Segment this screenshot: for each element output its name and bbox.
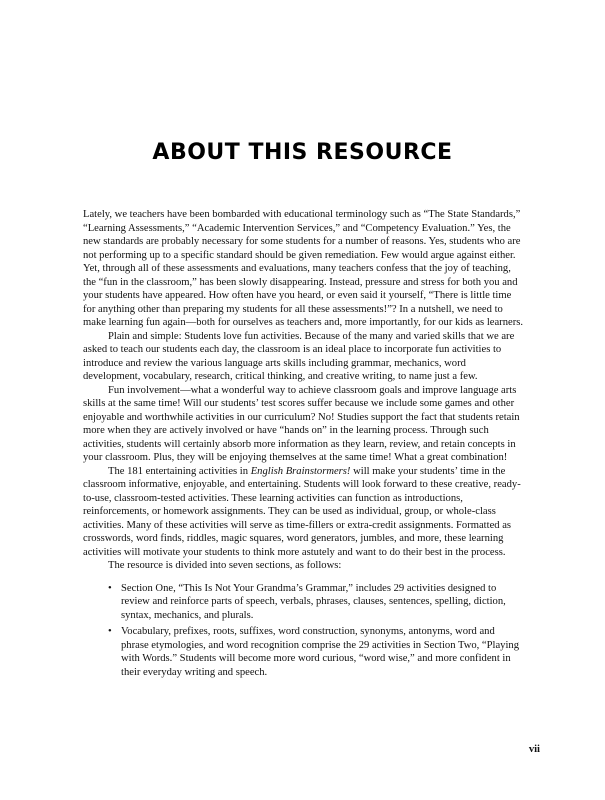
paragraph-1: Lately, we teachers have been bombarded with educational terminology such as “The State Standards,” “Learning Assessments,” “Academic Intervention Services,” and “Competency Evaluation.” Yes, the new standards are probably necessary for some students for a number of reasons. Yes, students who are not performing up to a specific standard should be given remediation. Few would argue against either. Yet, through all of these assessments and evaluations, many teachers confess that the joy of teaching, the “fun in the classroom,” has been slowly disappearing. Instead, pressure and stress for both you and your students have appeared. How often have you heard, or even said it yourself, “There is little time for anything other than preparing my students for all these assessments!”? In a nutshell, we need to make learning fun again—both for ourselves as teachers and, more importantly, for our kids as learners. (83, 209, 523, 328)
paragraph-5: The resource is divided into seven sections, as follows: (108, 560, 342, 571)
paragraph-4-start: The 181 entertaining activities in (108, 465, 251, 477)
list-item (108, 625, 523, 679)
paragraph-4 (83, 465, 523, 560)
list-item-text: Vocabulary, prefixes, roots, suffixes, word construction, synonyms, antonyms, word and phrase etymologies, and word recognition comprise the 29 activities in Section Two, “Playing with Words.” Students will become more word curious, “word wise,” and more confident in their everyday writing and speech. (121, 626, 520, 678)
paragraph-2: Plain and simple: Students love fun activities. Because of the many and varied skills that we are asked to teach our students each day, the classroom is an ideal place to incorporate fun activities to introduce and review the various language arts skills including grammar, mechanics, word development, vocabulary, research, critical thinking, and creative writing, to name just a few. (83, 330, 515, 382)
page-title: ABOUT THIS RESOURCE (152, 140, 453, 165)
book-title: English Brainstormers! (250, 465, 351, 477)
paragraph-3: Fun involvement—what a wonderful way to achieve classroom goals and improve language arts skills at the same time! Will our students’ test scores suffer because we include some games and other enjoyable and worthwhile activities in our curriculum? No! Studies support the fact that students retain more when they are actively involved or have “hands on” in the learning process. Through such activities, students will certainly absorb more information as they learn, review, and retain concepts in your classroom. Plus, they will be enjoying themselves at the same time! What a great combination! (83, 384, 520, 463)
list-item-text: Section One, “This Is Not Your Grandma’s Grammar,” includes 29 activities designed to review and reinforce parts of speech, verbals, phrases, clauses, sentences, spelling, diction, syntax, mechanics, and plurals. (121, 582, 506, 621)
section-list (83, 582, 523, 680)
paragraph-4-end: will make your students’ time in the classroom informative, enjoyable, and entertaining. Students will look forward to these creative, ready-to-use, classroom-tested activities. These learning activities can function as introductions, reinforcements, or homework assignments. They can be used as individual, group, or whole-class activities. Many of these activities will serve as time-fillers or extra-credit assignments. Formatted as crosswords, word finds, riddles, magic squares, word generators, jumbles, and more, these learning activities will motivate your students to think more astutely and want to do their best in the process. (83, 465, 521, 558)
list-item (108, 582, 523, 623)
page-number: vii (528, 744, 540, 755)
body-text (83, 208, 523, 682)
bullet-icon: • (108, 626, 112, 637)
bullet-icon: • (108, 582, 112, 594)
